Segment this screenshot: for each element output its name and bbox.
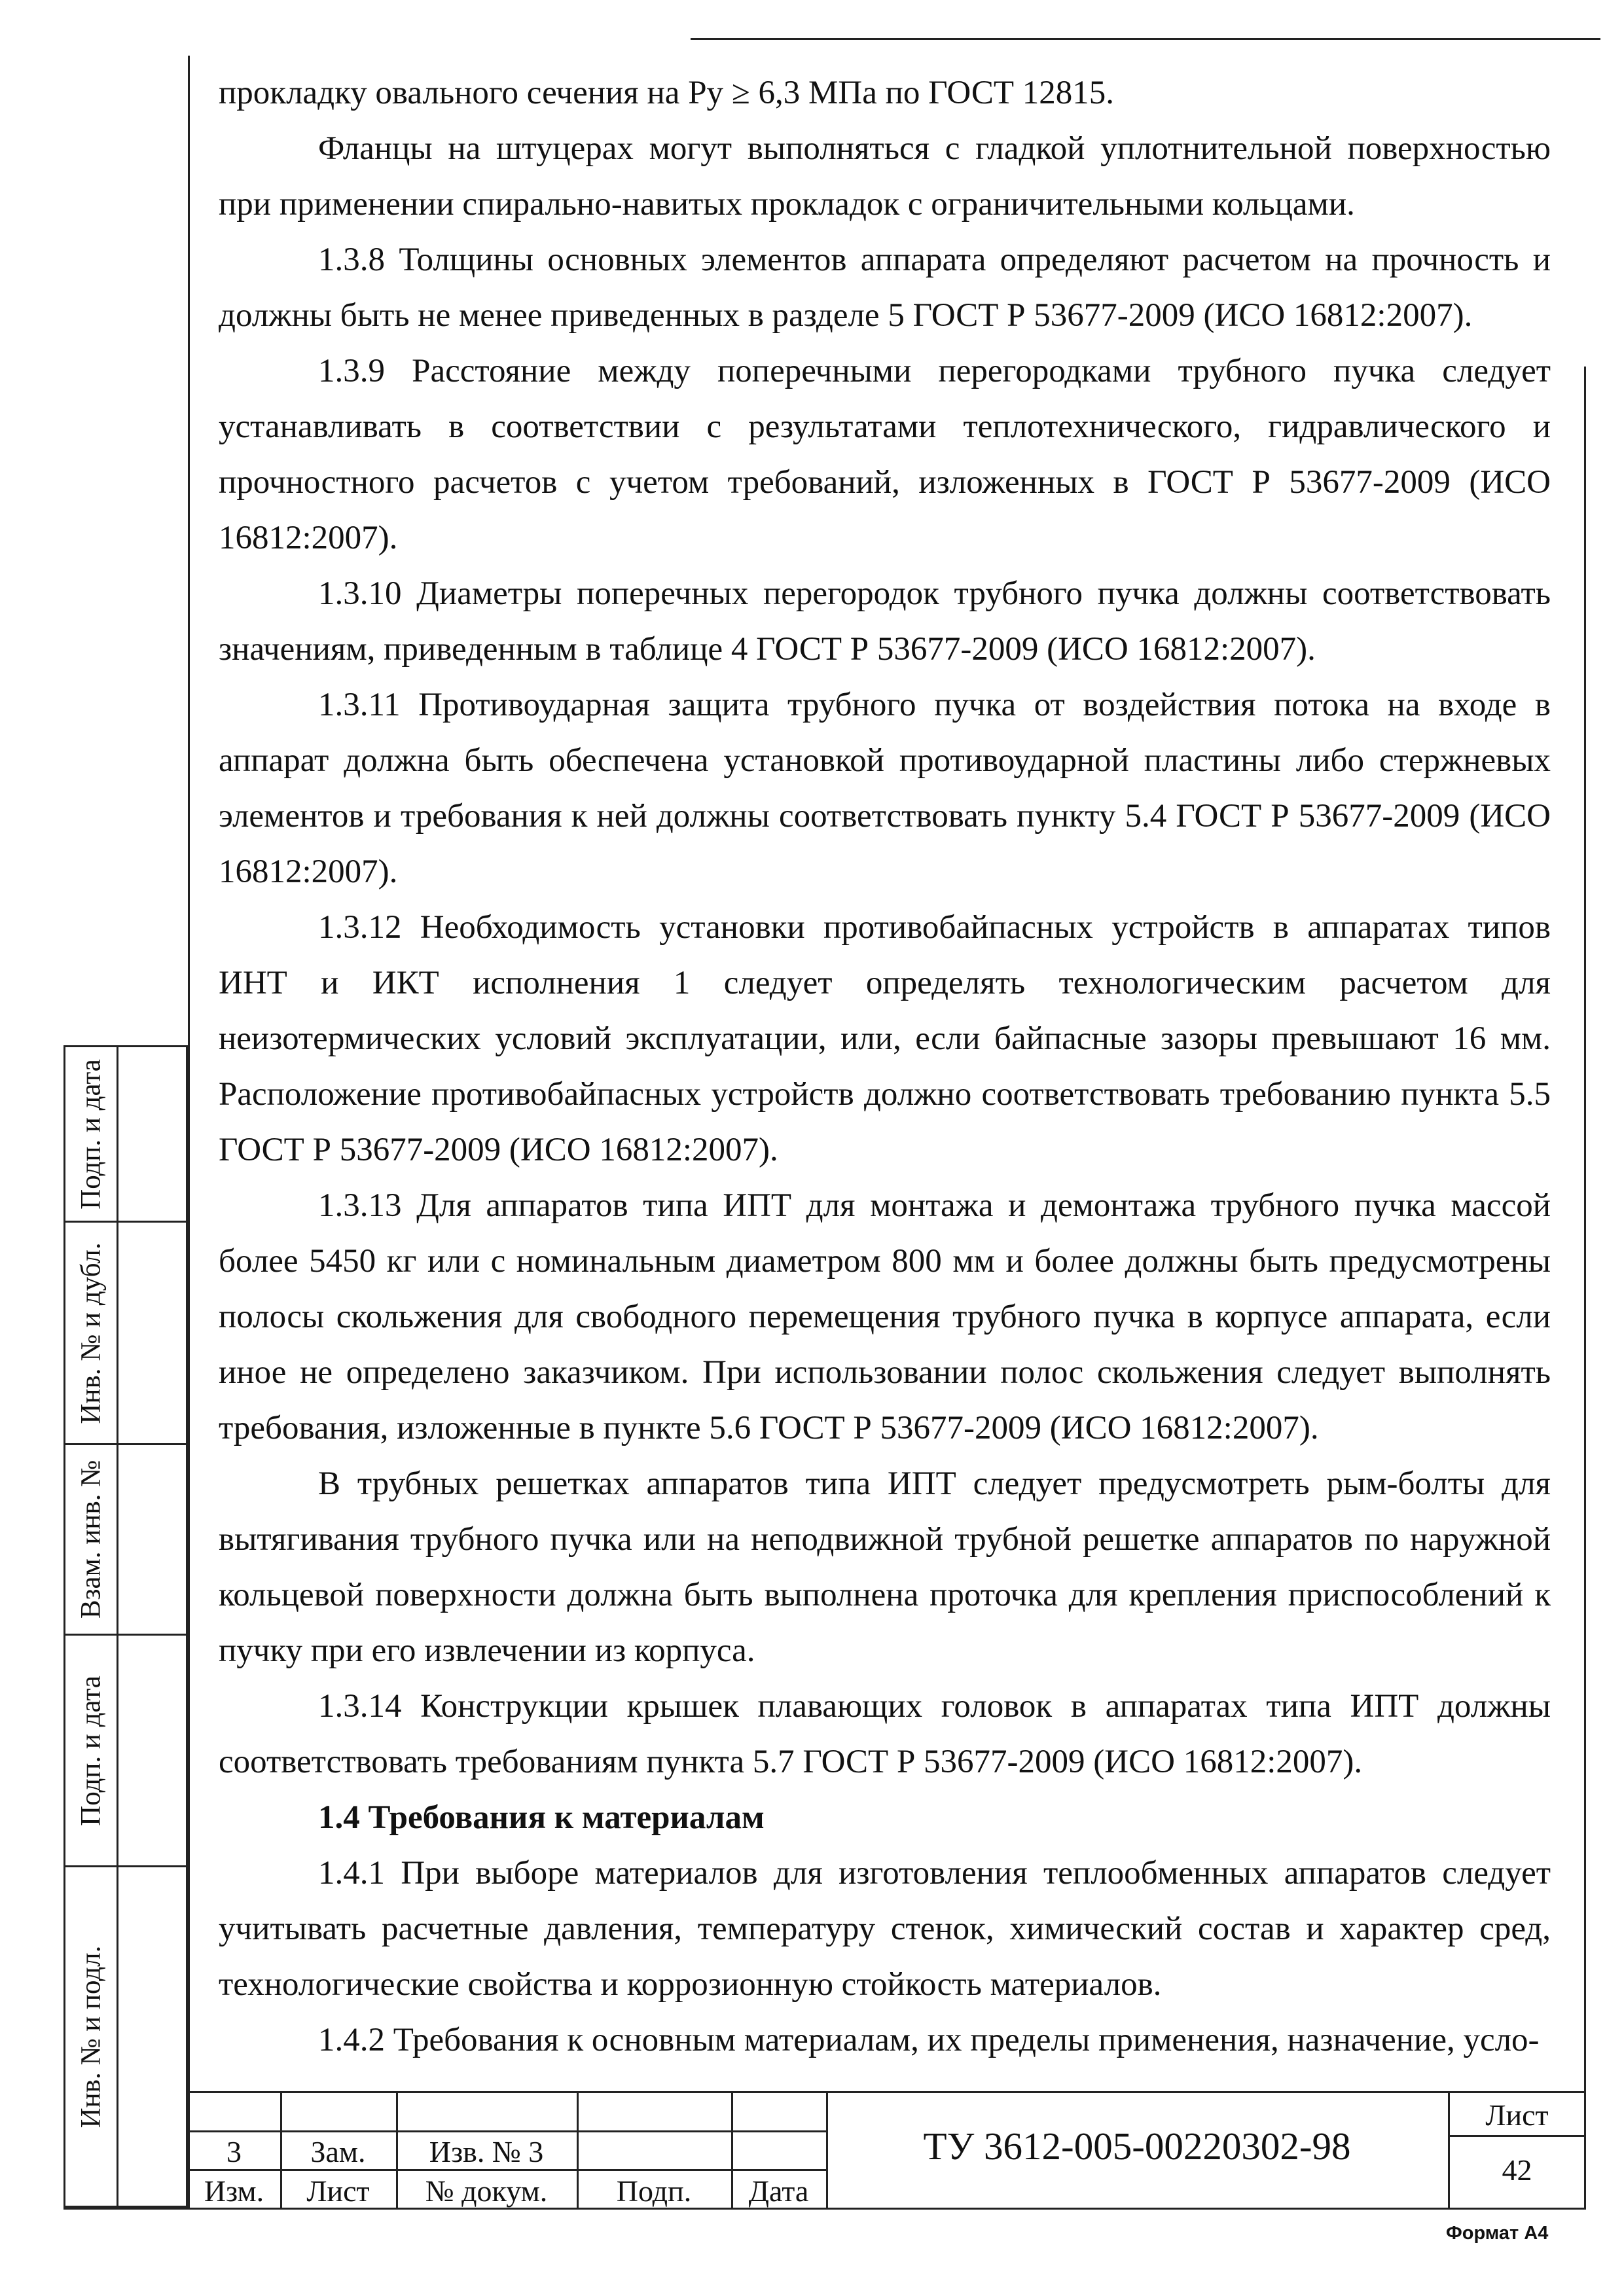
section-heading: 1.4 Требования к материалам <box>318 1799 765 1836</box>
stamp-label-podp-data-2: Подп. и дата <box>75 1675 107 1826</box>
paragraph: 1.4.2 Требования к основным материалам, их пределы применения, назначение, усло- <box>318 2022 1540 2058</box>
paragraph: 1.3.12 Необходимость установки противобайпасных устройств в аппаратах типов ИНТ и ИКТ исполнения 1 следует определять технологическим расчетом для неизотермических условий эксплуатации, или, если байпасные зазоры превышают 16 мм. Расположение противобайпасных устройств должно соответствовать требованию пункта 5.5 ГОСТ Р 53677-2009 (ИСО 16812:2007). <box>219 909 1551 1168</box>
rev-document: Изв. № 3 <box>429 2135 544 2168</box>
paragraph: 1.4.1 При выборе материалов для изготовления теплообменных аппаратов следует учитывать расчетные давления, температуру стенок, химический состав и характер сред, технологические свойства и коррозионную стойкость материалов. <box>219 1855 1551 2003</box>
side-stamp <box>63 1045 188 2208</box>
rev-list: Зам. <box>310 2135 366 2168</box>
paragraph: 1.3.11 Противоударная защита трубного пучка от воздействия потока на входе в аппарат должна быть обеспечена установкой противоударной пластины либо стержневых элементов и требования к ней должны соответствовать пункту 5.4 ГОСТ Р 53677-2009 (ИСО 16812:2007). <box>219 687 1551 890</box>
stamp-label-inv-podl: Инв. № и подл. <box>75 1945 107 2128</box>
paragraph: В трубных решетках аппаратов типа ИПТ следует предусмотреть рым-болты для вытягивания трубного пучка или на неподвижной трубной решетке аппаратов по наружной кольцевой поверхности должна быть выполнена проточка для крепления приспособлений к пучку при его извлечении из корпуса. <box>219 1465 1551 1669</box>
document-code: ТУ 3612-005-00220302-98 <box>923 2125 1351 2168</box>
stamp-label-podp-data-1: Подп. и дата <box>75 1058 107 1210</box>
rev-number: 3 <box>226 2135 242 2168</box>
header-list: Лист <box>306 2174 370 2208</box>
paragraph: 1.3.8 Толщины основных элементов аппарата определяют расчетом на прочность и должны быть не менее приведенных в разделе 5 ГОСТ Р 53677-2009 (ИСО 16812:2007). <box>219 242 1551 334</box>
stamp-cell-inv-podl <box>65 1867 186 2206</box>
frame-right-border <box>1584 367 1586 2208</box>
paragraph: 1.3.13 Для аппаратов типа ИПТ для монтажа и демонтажа трубного пучка массой более 5450 кг или с номинальным диаметром 800 мм и более должны быть предусмотрены полосы скольжения для свободного перемещения трубного пучка в корпусе аппарата, если иное не определено заказчиком. При использовании полос скольжения следует выполнять требования, изложенные в пункте 5.6 ГОСТ Р 53677-2009 (ИСО 16812:2007). <box>219 1187 1551 1446</box>
stamp-cell-podp-data-2 <box>65 1636 186 1867</box>
stamp-cell-vzam-inv <box>65 1445 186 1636</box>
stamp-label-inv-dubl: Инв. № и дубл. <box>75 1242 107 1424</box>
sheet-number: 42 <box>1502 2153 1532 2187</box>
frame-left-border <box>188 56 190 2208</box>
paragraph: прокладку овального сечения на Ру ≥ 6,3 МПа по ГОСТ 12815. <box>219 75 1114 111</box>
document-body <box>219 65 1551 2068</box>
stamp-cell-podp-data-1 <box>65 1047 186 1223</box>
stamp-label-vzam-inv: Взам. инв. № <box>75 1460 107 1619</box>
header-izm: Изм. <box>204 2174 264 2208</box>
paragraph: 1.3.10 Диаметры поперечных перегородок трубного пучка должны соответствовать значениям, приведенным в таблице 4 ГОСТ Р 53677-2009 (ИСО 16812:2007). <box>219 575 1551 668</box>
paragraph: 1.3.14 Конструкции крышек плавающих головок в аппаратах типа ИПТ должны соответствовать требованиям пункта 5.7 ГОСТ Р 53677-2009 (ИСО 16812:2007). <box>219 1688 1551 1780</box>
top-rule <box>691 38 1600 40</box>
stamp-cell-inv-dubl <box>65 1223 186 1445</box>
sheet-label: Лист <box>1485 2098 1549 2132</box>
header-document: № докум. <box>425 2174 548 2208</box>
title-block <box>188 2091 1586 2210</box>
format-label: Формат А4 <box>1446 2223 1549 2244</box>
header-signature: Подп. <box>616 2174 692 2208</box>
header-date: Дата <box>748 2174 809 2208</box>
paragraph: Фланцы на штуцерах могут выполняться с гладкой уплотнительной поверхностью при применении спирально-навитых прокладок с ограничительными кольцами. <box>219 130 1551 223</box>
paragraph: 1.3.9 Расстояние между поперечными перегородками трубного пучка следует устанавливать в соответствии с результатами теплотехнического, гидравлического и прочностного расчетов с учетом требований, изложенных в ГОСТ Р 53677-2009 (ИСО 16812:2007). <box>219 353 1551 556</box>
